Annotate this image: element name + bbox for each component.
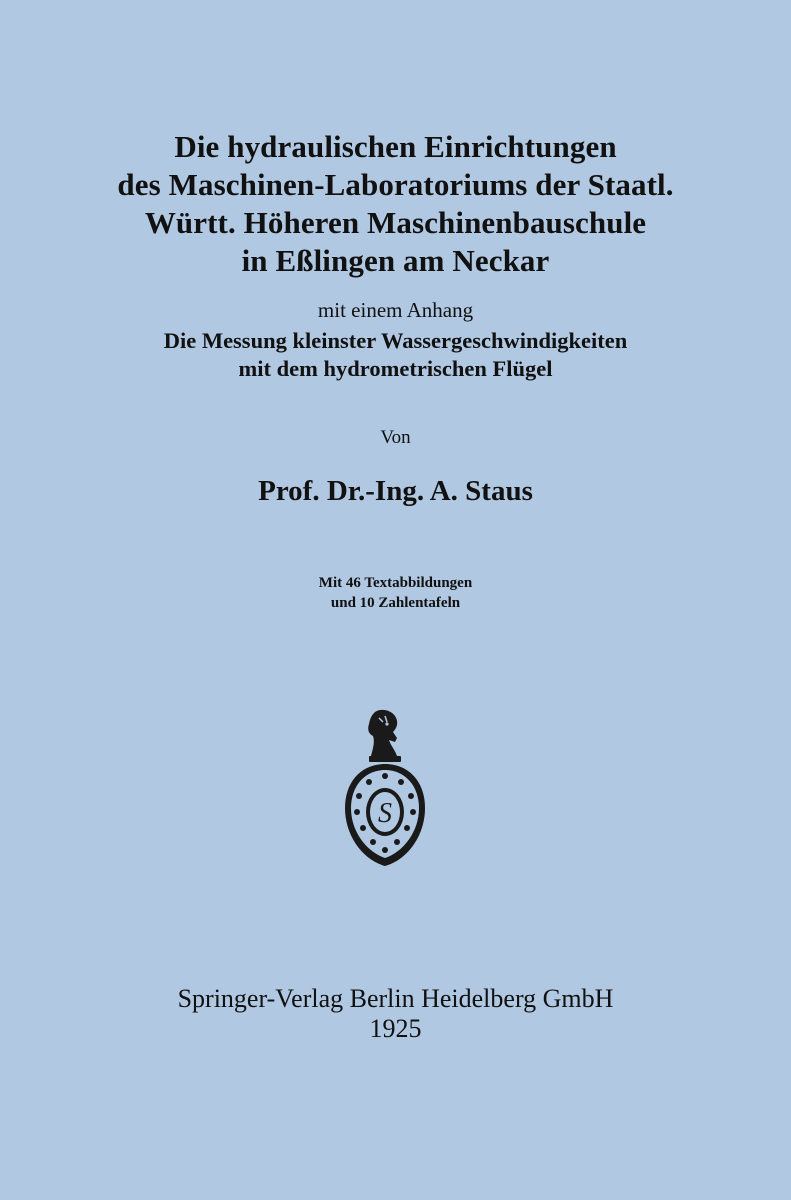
title-line-4: in Eßlingen am Neckar — [241, 243, 550, 278]
subtitle-line-2: mit dem hydrometrischen Flügel — [238, 356, 553, 381]
publication-year: 1925 — [369, 1014, 422, 1043]
publisher-block — [0, 984, 791, 1044]
subtitle-line-1: Die Messung kleinster Wassergeschwindigkeiten — [163, 328, 628, 353]
springer-knight-emblem-icon — [335, 708, 435, 868]
title-line-2: des Maschinen-Laboratoriums der Staatl. — [117, 167, 674, 202]
extras-line-2: und 10 Zahlentafeln — [330, 595, 461, 611]
title-line-1: Die hydraulischen Einrichtungen — [174, 129, 617, 164]
publisher-name: Springer-Verlag Berlin Heidelberg GmbH — [177, 984, 614, 1013]
by-label: Von — [380, 427, 411, 448]
title-line-3: Württ. Höheren Maschinenbauschule — [144, 205, 647, 240]
emblem-monogram: S — [378, 798, 392, 829]
extras-line-1: Mit 46 Textabbildungen — [318, 575, 473, 591]
subtitle-intro: mit einem Anhang — [317, 298, 474, 322]
illustration-note — [0, 573, 791, 613]
appendix-title — [0, 327, 791, 383]
book-title — [0, 128, 791, 280]
author-name: Prof. Dr.-Ing. A. Staus — [258, 475, 533, 507]
